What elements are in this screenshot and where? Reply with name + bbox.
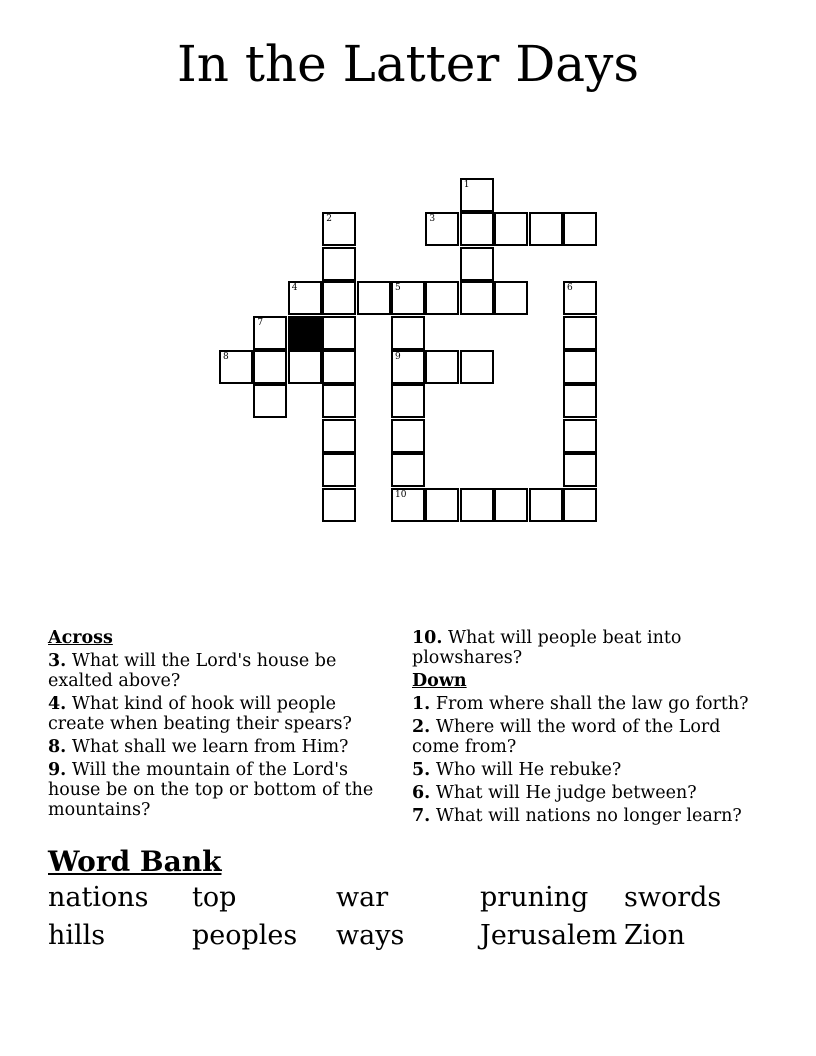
crossword-cell[interactable] [322, 384, 356, 418]
crossword-cell[interactable] [460, 488, 494, 522]
cell-number: 5 [395, 283, 401, 294]
crossword-cell[interactable] [253, 350, 287, 384]
clue-number: 7. [412, 806, 431, 826]
cell-number: 6 [567, 283, 573, 294]
clue-number: 8. [48, 737, 67, 757]
clue-text: What kind of hook will people create when beating their spears? [48, 694, 352, 734]
clue-text: Who will He rebuke? [430, 760, 622, 780]
crossword-cell[interactable] [391, 453, 425, 487]
crossword-cell[interactable] [563, 453, 597, 487]
clue-text: What will nations no longer learn? [430, 806, 742, 826]
crossword-cell[interactable] [391, 281, 425, 315]
crossword-black-cell [288, 316, 322, 350]
clue-number: 2. [412, 717, 431, 737]
crossword-cell[interactable] [391, 316, 425, 350]
crossword-cell[interactable] [322, 281, 356, 315]
crossword-cell[interactable] [494, 281, 528, 315]
cell-number: 4 [291, 283, 298, 294]
clue-down-1 [412, 694, 752, 714]
crossword-cell[interactable] [219, 350, 253, 384]
cell-number: 7 [257, 317, 264, 328]
crossword-cell[interactable] [425, 212, 459, 246]
cell-number: 9 [395, 352, 401, 362]
crossword-cell[interactable] [322, 419, 356, 453]
crossword-cell[interactable] [288, 350, 322, 384]
clues-left-column [48, 628, 378, 823]
clue-across-8 [48, 737, 378, 757]
crossword-cell[interactable] [322, 212, 356, 246]
cell-number: 8 [223, 352, 229, 362]
clue-across-3 [48, 651, 378, 691]
clue-number: 4. [48, 694, 67, 714]
clue-number: 6. [412, 783, 431, 803]
crossword-cell[interactable] [391, 419, 425, 453]
clue-number: 5. [412, 760, 431, 780]
crossword-cell[interactable] [563, 281, 597, 315]
crossword-cell[interactable] [322, 453, 356, 487]
crossword-cell[interactable] [253, 384, 287, 418]
crossword-cell[interactable] [563, 384, 597, 418]
clue-across-4 [48, 694, 378, 734]
word-bank-item: pruning [480, 882, 589, 913]
cell-number: 3 [429, 214, 436, 225]
crossword-cell[interactable] [322, 488, 356, 522]
word-bank-item: war [336, 882, 389, 913]
word-bank-item: top [192, 882, 237, 913]
word-bank-item: hills [48, 920, 106, 951]
clue-across-10 [412, 628, 752, 668]
crossword-cell[interactable] [529, 488, 563, 522]
word-bank-item: ways [336, 920, 405, 951]
clues-right-column [412, 628, 752, 829]
crossword-cell[interactable] [563, 488, 597, 522]
page-title: In the Latter Days [176, 35, 639, 93]
clue-text: What shall we learn from Him? [66, 737, 349, 757]
clue-number: 3. [48, 651, 67, 671]
crossword-cell[interactable] [322, 350, 356, 384]
clue-down-2 [412, 717, 752, 757]
crossword-cell[interactable] [460, 212, 494, 246]
crossword-cell[interactable] [322, 247, 356, 281]
clue-number: 10. [412, 628, 443, 648]
crossword-cell[interactable] [357, 281, 391, 315]
clue-down-6 [412, 783, 752, 803]
cell-number: 1 [463, 180, 470, 190]
crossword-cell[interactable] [563, 316, 597, 350]
down-heading: Down [412, 671, 467, 691]
crossword-cell[interactable] [460, 350, 494, 384]
word-bank-item: nations [48, 882, 149, 913]
crossword-cell[interactable] [529, 212, 563, 246]
crossword-cell[interactable] [563, 419, 597, 453]
clue-text: What will He judge between? [430, 783, 697, 803]
word-bank-item: Zion [624, 920, 686, 951]
crossword-cell[interactable] [460, 247, 494, 281]
crossword-cell[interactable] [425, 488, 459, 522]
clue-text: From where shall the law go forth? [430, 694, 749, 714]
clue-text: Where will the word of the Lord come from? [412, 717, 721, 757]
crossword-cell[interactable] [494, 488, 528, 522]
clue-number: 9. [48, 760, 67, 780]
crossword-cell[interactable] [460, 178, 494, 212]
clue-text: Will the mountain of the Lord's house be on the top or bottom of the mountains? [48, 760, 374, 820]
crossword-cell[interactable] [494, 212, 528, 246]
crossword-cell[interactable] [460, 281, 494, 315]
clue-down-5 [412, 760, 752, 780]
cell-number: 2 [326, 214, 332, 225]
clue-down-7 [412, 806, 752, 826]
clue-text: What will people beat into plowshares? [412, 628, 682, 668]
crossword-cell[interactable] [253, 316, 287, 350]
clue-text: What will the Lord's house be exalted above? [48, 651, 337, 691]
word-bank-item: peoples [192, 920, 298, 951]
crossword-cell[interactable] [391, 488, 425, 522]
crossword-cell[interactable] [391, 350, 425, 384]
crossword-cell[interactable] [425, 281, 459, 315]
crossword-cell[interactable] [563, 350, 597, 384]
crossword-cell[interactable] [563, 212, 597, 246]
crossword-cell[interactable] [425, 350, 459, 384]
cell-number: 10 [395, 489, 407, 500]
word-bank-item: swords [624, 882, 722, 913]
crossword-cell[interactable] [288, 281, 322, 315]
crossword-cell[interactable] [322, 316, 356, 350]
clue-number: 1. [412, 694, 431, 714]
word-bank-item: Jerusalem [480, 920, 618, 951]
crossword-cell[interactable] [391, 384, 425, 418]
across-heading: Across [48, 628, 113, 648]
clue-across-9 [48, 760, 378, 820]
word-bank-title: Word Bank [48, 845, 222, 878]
